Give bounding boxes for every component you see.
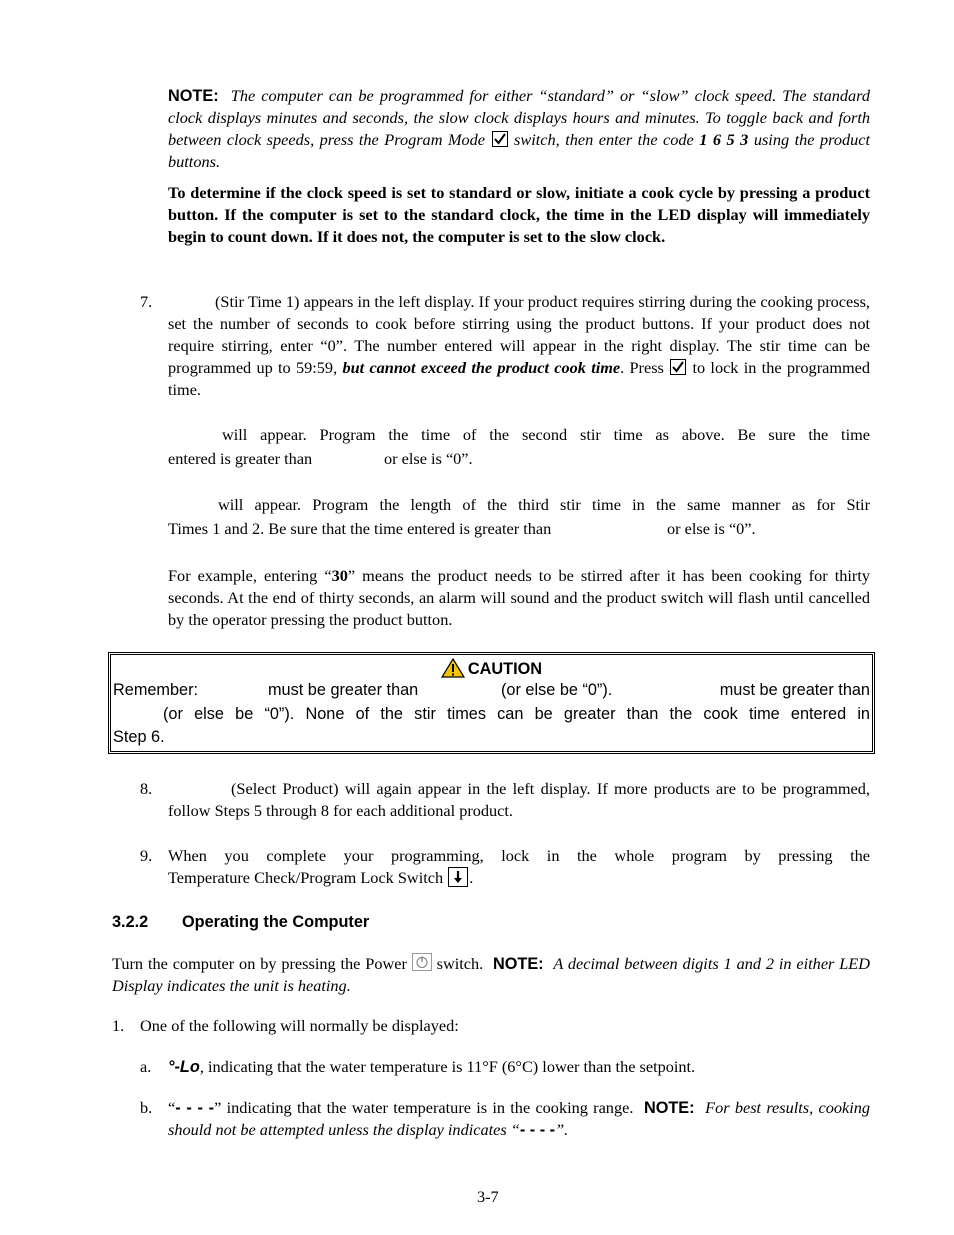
step-9-number: 9. bbox=[140, 846, 153, 865]
item-a-letter: a. bbox=[140, 1057, 152, 1076]
caution-line-1: Remember: must be greater than (or else be “0”). must be greater than bbox=[113, 681, 870, 699]
caution-line-3: Step 6. bbox=[113, 728, 165, 746]
stir-time-3-line1: will appear. Program the length of the third stir time in the same manner as for Stir bbox=[218, 495, 870, 514]
section-title: Operating the Computer bbox=[182, 913, 370, 931]
operating-note-label: NOTE: bbox=[492, 955, 544, 973]
step-7-emphasis: but cannot exceed the product cook time bbox=[342, 358, 621, 377]
check-box-icon bbox=[492, 131, 508, 147]
caution-box bbox=[108, 652, 875, 754]
caution-title: CAUTION bbox=[467, 660, 543, 678]
stir-time-2-line1: will appear. Program the time of the second stir time as above. Be sure the time bbox=[222, 425, 870, 444]
example-paragraph: For example, entering “30” means the product needs to be stirred after it has been cooking for thirty seconds. At the end of thirty seconds, an alarm will sound and the product switch will flash until cancelled by the operator pressing the product button. bbox=[168, 566, 870, 629]
stir-time-3-line2b: or else is “0”. bbox=[667, 519, 756, 538]
step-8-text: (Select Product) will again appear in the left display. If more products are to be programmed, follow Steps 5 through 8 for each additional product. bbox=[168, 779, 870, 820]
note-text-after: switch, then enter the code bbox=[514, 130, 694, 149]
check-box-icon bbox=[670, 359, 686, 375]
stir-time-3-line2a: Times 1 and 2. Be sure that the time entered is greater than bbox=[168, 519, 552, 538]
page-number: 3-7 bbox=[477, 1187, 499, 1206]
power-icon bbox=[412, 953, 432, 971]
note-text: The computer can be programmed for either “standard” or “slow” clock speed. The standard clock displays minutes and seconds, the slow clock displays hours and minutes. To toggle back and forth between clock speeds, press the Program Mode bbox=[168, 86, 870, 149]
note-code: 1 6 5 3 bbox=[699, 130, 749, 149]
example-value: 30 bbox=[331, 566, 348, 585]
step-7-number: 7. bbox=[140, 292, 153, 311]
item-b-note-label: NOTE: bbox=[643, 1099, 695, 1117]
stir-time-2-line2b: or else is “0”. bbox=[384, 449, 473, 468]
step-9-text: When you complete your programming, lock in the whole program by pressing the bbox=[168, 846, 870, 865]
item-b-letter: b. bbox=[140, 1098, 153, 1117]
operating-paragraph: Turn the computer on by pressing the Power switch. NOTE: A decimal between digits 1 and 2 in either LED Display indicates the unit is heating. bbox=[112, 954, 871, 995]
item-a-code: °-Lo bbox=[168, 1058, 200, 1076]
list-1-number: 1. bbox=[112, 1016, 125, 1035]
operating-note-text: A decimal between digits 1 and 2 in either LED Display indicates the unit is heating. bbox=[112, 954, 871, 995]
step-7-text: (Stir Time 1) appears in the left display. If your product requires stirring during the cooking process, set the number of seconds to cook before stirring using the product buttons. If your product does not require stirring, enter “0”. The number entered will appear in the right display. The stir time can be programmed up to 59:59, but cannot exceed the product cook time. Press to lock in the programmed time. bbox=[168, 292, 871, 399]
caution-heading bbox=[113, 656, 870, 678]
item-a-text: °-Lo, indicating that the water temperature is 11°F (6°C) lower than the setpoint. bbox=[168, 1057, 696, 1076]
caution-line-2: (or else be “0”). None of the stir times can be greater than the cook time entered in bbox=[163, 705, 870, 723]
stir-time-2-line2a: entered is greater than bbox=[168, 449, 313, 468]
item-b-text: “- - - -” indicating that the water temperature is in the cooking range. NOTE: For best results, cooking should not be attempted unless the display indicates “- - - -”. bbox=[168, 1098, 871, 1139]
section-number: 3.2.2 bbox=[112, 913, 149, 931]
step-8-number: 8. bbox=[140, 779, 153, 798]
clock-speed-note bbox=[168, 85, 870, 173]
item-b-code: - - - - bbox=[175, 1099, 215, 1117]
note-label: NOTE: bbox=[168, 87, 219, 105]
note-text-end: using the product buttons. bbox=[168, 130, 871, 171]
step-9-line2: Temperature Check/Program Lock Switch . bbox=[168, 868, 474, 887]
list-1-text: One of the following will normally be displayed: bbox=[140, 1016, 459, 1035]
lock-down-arrow-icon bbox=[448, 867, 468, 887]
clock-speed-check-paragraph: To determine if the clock speed is set to standard or slow, initiate a cook cycle by pressing a product button. If the computer is set to the standard clock, the time in the LED display will immediately begin to count down. If it does not, the computer is set to the slow clock. bbox=[168, 183, 870, 246]
